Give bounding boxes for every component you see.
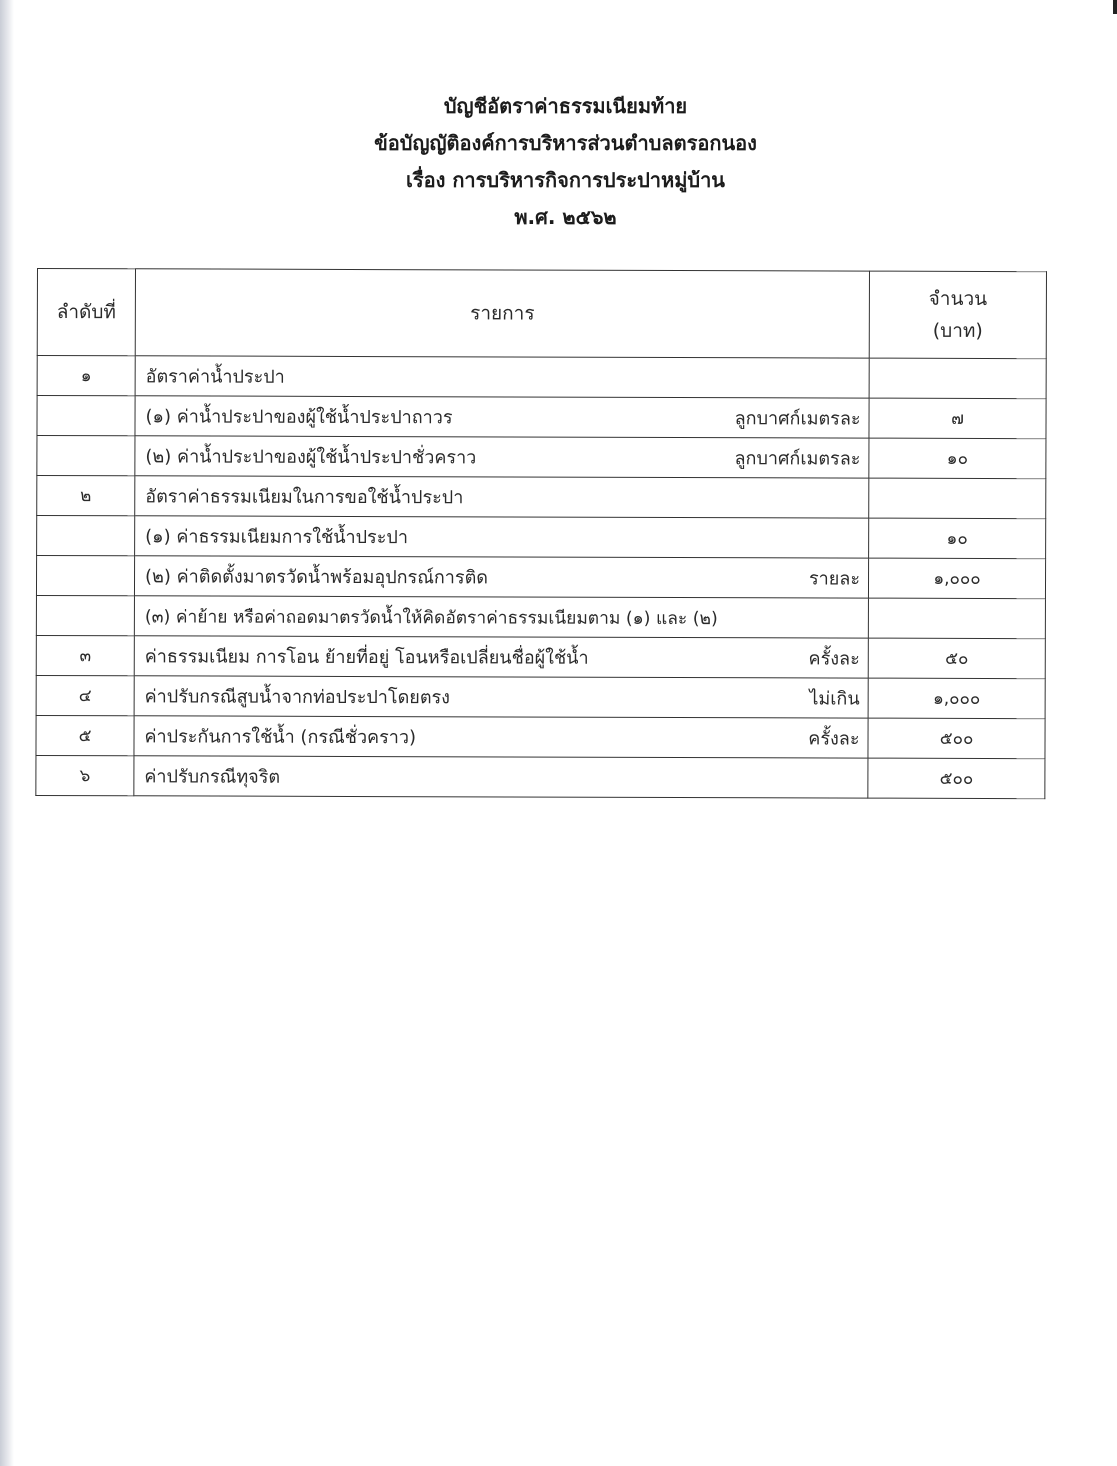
row-item bbox=[134, 676, 868, 718]
row-item-text: ค่าปรับกรณีทุจริต bbox=[144, 766, 281, 788]
row-amount: ๕๐๐ bbox=[868, 718, 1045, 759]
row-amount: ๑,๐๐๐ bbox=[868, 558, 1045, 599]
table-header-row bbox=[37, 269, 1046, 359]
table-row bbox=[37, 356, 1046, 399]
row-item bbox=[134, 556, 868, 598]
row-item bbox=[135, 516, 869, 558]
row-no: ๖ bbox=[36, 755, 134, 795]
row-item-text: อัตราค่าธรรมเนียมในการขอใช้น้ำประปา bbox=[145, 486, 464, 509]
row-no: ๕ bbox=[36, 715, 134, 755]
row-unit: ลูกบาศก์เมตรละ bbox=[734, 448, 861, 470]
row-amount: ๕๐ bbox=[868, 638, 1045, 679]
row-amount: ๑๐ bbox=[869, 438, 1046, 479]
row-item bbox=[135, 476, 869, 518]
row-no bbox=[37, 436, 135, 476]
row-amount bbox=[869, 478, 1046, 519]
row-no bbox=[37, 516, 135, 556]
table-row bbox=[36, 556, 1045, 599]
title-line-1: บัญชีอัตราค่าธรรมเนียมท้าย bbox=[443, 94, 688, 118]
table-row bbox=[37, 516, 1046, 559]
row-item-text: (๓) ค่าย้าย หรือค่าถอดมาตรวัดน้ำให้คิดอัตราค่าธรรมเนียมตาม (๑) และ (๒) bbox=[144, 606, 718, 629]
row-unit: ครั้งละ bbox=[808, 648, 860, 670]
header-amount-line1: จำนวน bbox=[928, 287, 988, 310]
row-amount: ๑๐ bbox=[869, 518, 1046, 559]
table-row bbox=[37, 396, 1046, 439]
row-item bbox=[134, 596, 868, 638]
row-no: ๑ bbox=[37, 356, 135, 396]
row-amount: ๗ bbox=[869, 398, 1046, 439]
row-no bbox=[36, 595, 134, 635]
row-item bbox=[134, 756, 868, 798]
header-amount bbox=[869, 271, 1046, 359]
table-row bbox=[37, 436, 1046, 479]
row-unit: ครั้งละ bbox=[808, 728, 860, 750]
header-amount-line2: (บาท) bbox=[932, 319, 983, 342]
title-line-4-year: พ.ศ. ๒๕๖๒ bbox=[514, 205, 617, 229]
table-row bbox=[36, 715, 1045, 758]
row-unit: ไม่เกิน bbox=[809, 688, 860, 710]
row-unit: รายละ bbox=[808, 568, 861, 590]
row-item-text: อัตราค่าน้ำประปา bbox=[145, 366, 285, 388]
table-row bbox=[36, 595, 1045, 638]
row-no bbox=[36, 556, 134, 596]
row-amount: ๕๐๐ bbox=[868, 758, 1045, 799]
row-item-text: (๒) ค่าติดตั้งมาตรวัดน้ำพร้อมอุปกรณ์การติด bbox=[144, 566, 489, 589]
title-line-3: เรื่อง การบริหารกิจการประปาหมู่บ้าน bbox=[406, 168, 725, 192]
row-item bbox=[134, 636, 868, 678]
fee-table bbox=[35, 268, 1047, 799]
row-item-text: ค่าปรับกรณีสูบน้ำจากท่อประปาโดยตรง bbox=[144, 686, 451, 709]
row-item bbox=[134, 716, 868, 758]
table-row bbox=[36, 675, 1045, 718]
row-amount bbox=[868, 598, 1045, 639]
table-row bbox=[37, 476, 1046, 519]
table-row bbox=[36, 635, 1045, 678]
row-amount bbox=[869, 358, 1046, 399]
fee-table-container bbox=[35, 268, 1047, 799]
row-no: ๔ bbox=[36, 675, 134, 715]
document-title bbox=[0, 88, 1117, 236]
header-item: รายการ bbox=[135, 269, 869, 358]
header-no: ลำดับที่ bbox=[37, 269, 135, 356]
row-item-text: ค่าธรรมเนียม การโอน ย้ายที่อยู่ โอนหรือเปลี่ยนชื่อผู้ใช้น้ำ bbox=[144, 646, 589, 669]
row-item-text: (๒) ค่าน้ำประปาของผู้ใช้น้ำประปาชั่วคราว bbox=[145, 446, 477, 469]
row-no bbox=[37, 396, 135, 436]
row-item-text: (๑) ค่าธรรมเนียมการใช้น้ำประปา bbox=[145, 526, 408, 549]
row-amount: ๑,๐๐๐ bbox=[868, 678, 1045, 719]
row-no: ๓ bbox=[36, 635, 134, 675]
row-item-text: (๑) ค่าน้ำประปาของผู้ใช้น้ำประปาถาวร bbox=[145, 406, 453, 429]
title-line-2: ข้อบัญญัติองค์การบริหารส่วนตำบลตรอกนอง bbox=[374, 131, 757, 155]
row-no: ๒ bbox=[37, 476, 135, 516]
row-item-text: ค่าประกันการใช้น้ำ (กรณีชั่วคราว) bbox=[144, 726, 417, 749]
row-item bbox=[135, 436, 869, 478]
table-row bbox=[36, 755, 1045, 798]
row-item bbox=[135, 356, 869, 398]
scan-corner-mark bbox=[1113, 0, 1117, 14]
row-item bbox=[135, 396, 869, 438]
row-unit: ลูกบาศก์เมตรละ bbox=[734, 408, 861, 430]
